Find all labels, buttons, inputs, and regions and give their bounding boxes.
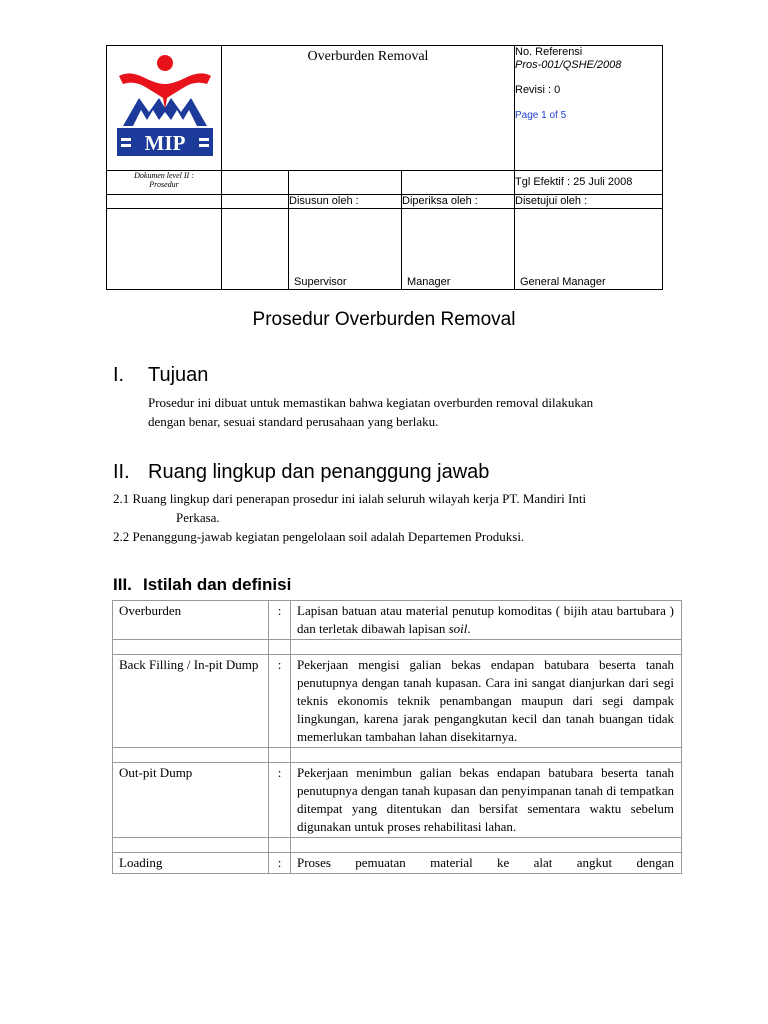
spacer-row: [113, 748, 682, 763]
empty-cell: [289, 170, 402, 194]
term: Back Filling / In-pit Dump: [113, 655, 269, 748]
section-title: Tujuan: [148, 364, 209, 386]
separator: :: [269, 601, 291, 640]
approved-by-label: Disetujui oleh :: [515, 194, 663, 208]
definitions-table: [112, 600, 682, 874]
section-number: I.: [113, 364, 125, 386]
reference-label: No. Referensi: [515, 46, 583, 58]
list-item-continuation: Perkasa.: [176, 510, 220, 525]
reference-cell: [515, 46, 663, 171]
approved-by: General Manager: [520, 276, 606, 288]
effective-date: Tgl Efektif : 25 Juli 2008: [515, 170, 663, 194]
approved-by-signature: [515, 208, 663, 289]
empty-cell: [222, 208, 289, 289]
section-number: II.: [113, 461, 130, 483]
list-item: 2.2 Penanggung-jawab kegiatan pengelolaan soil adalah Departemen Produksi.: [113, 529, 525, 544]
definition: [291, 601, 682, 640]
document-header-table: [106, 45, 663, 290]
table-row: [113, 763, 682, 838]
logo-cell: [107, 46, 222, 171]
definition: Pekerjaan mengisi galian bekas endapan batubara beserta tanah penutupnya dengan tanah kupasan. Cara ini sangat dianjurkan dari segi teknis ekonomis teknik penambangan maupun dari segi dampak lingkungan, karena jarak pengangkutan kecil dan tanah buangan tidak memerlukan tambahan lahan disekitarnya.: [291, 655, 682, 748]
prepared-by-label: Disusun oleh :: [289, 194, 402, 208]
logo-text: MIP: [144, 131, 186, 155]
document-level-line1: Dokumen level II :: [134, 170, 194, 180]
body-line: dengan benar, sesuai standard perusahaan yang berlaku.: [148, 414, 439, 429]
term: Loading: [113, 853, 269, 874]
definition-text: Lapisan batuan atau material penutup komoditas ( bijih atau bartubara ) dan terletak dibawah lapisan: [297, 603, 674, 636]
definition: Pekerjaan menimbun galian bekas endapan batubara beserta tanah penutupnya dengan tanah kupasan dan penyimpanan tanah di tempatkan ditempat yang ditentukan dan bersifat sementara waktu sebelum digunakan untuk proses rehabilitasi lahan.: [291, 763, 682, 838]
checked-by-label: Diperiksa oleh :: [402, 194, 515, 208]
empty-cell: [222, 170, 289, 194]
document-level: [107, 170, 222, 194]
main-title: Prosedur Overburden Removal: [252, 309, 516, 330]
prepared-by: Supervisor: [294, 276, 347, 288]
body-line: Prosedur ini dibuat untuk memastikan bahwa kegiatan overburden removal dilakukan: [148, 395, 594, 410]
spacer-row: [113, 838, 682, 853]
empty-cell: [107, 208, 222, 289]
document-level-line2: Prosedur: [149, 179, 179, 189]
reference-number: Pros-001/QSHE/2008: [515, 59, 622, 71]
table-row: [113, 655, 682, 748]
revision: Revisi : 0: [515, 84, 561, 96]
definition-end: .: [467, 621, 471, 636]
term: Out-pit Dump: [113, 763, 269, 838]
section-heading-2: [113, 461, 489, 484]
section-heading-3: [113, 575, 291, 595]
spacer-row: [113, 640, 682, 655]
table-row: [113, 853, 682, 874]
table-row: [113, 601, 682, 640]
section-1-body: [148, 393, 593, 431]
section-title: Istilah dan definisi: [143, 575, 292, 594]
separator: :: [269, 763, 291, 838]
empty-cell: [222, 194, 289, 208]
mip-logo: [115, 54, 215, 159]
empty-cell: [402, 170, 515, 194]
checked-by: Manager: [407, 276, 451, 288]
section-2-body: [113, 489, 586, 546]
section-number: III.: [113, 575, 132, 594]
section-title: Ruang lingkup dan penanggung jawab: [148, 461, 490, 483]
list-item: 2.1 Ruang lingkup dari penerapan prosedur ini ialah seluruh wilayah kerja PT. Mandiri Inti: [113, 491, 587, 506]
page-indicator: Page 1 of 5: [515, 110, 567, 121]
definition-italic: soil: [448, 621, 468, 636]
prepared-by-signature: [289, 208, 402, 289]
separator: :: [269, 655, 291, 748]
separator: :: [269, 853, 291, 874]
checked-by-signature: [402, 208, 515, 289]
section-heading-1: [113, 364, 208, 387]
document-title: Overburden Removal: [222, 46, 515, 171]
definition: Proses pemuatan material ke alat angkut dengan: [291, 853, 682, 874]
empty-cell: [107, 194, 222, 208]
term: Overburden: [113, 601, 269, 640]
